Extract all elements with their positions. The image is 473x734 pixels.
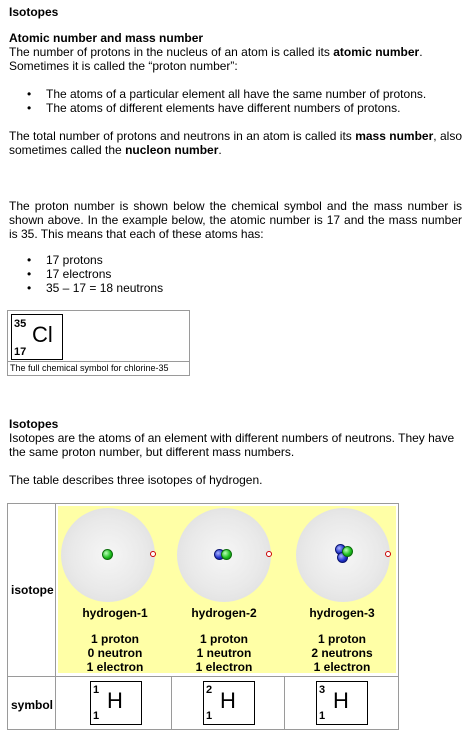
term-nucleon-number: nucleon number — [125, 143, 219, 157]
paragraph-table-intro: The table describes three isotopes of hydrogen. — [9, 473, 263, 487]
text: Sometimes it is called the “proton number”: — [9, 59, 238, 73]
proton-bullet-list — [9, 87, 464, 115]
proton-count: 1 proton — [318, 632, 366, 646]
row-divider — [8, 676, 398, 677]
row-label-isotope: isotope — [11, 583, 54, 597]
isotope-info-hydrogen-3 — [286, 606, 398, 674]
paragraph-atomic-number — [9, 45, 464, 73]
proton-icon — [221, 549, 232, 560]
chlorine-bullet-list — [9, 253, 309, 295]
neutron-count: 0 neutron — [87, 646, 143, 660]
list-item: • 17 protons — [9, 253, 309, 267]
page-heading: Isotopes — [9, 5, 59, 19]
electron-count: 1 electron — [86, 660, 144, 674]
proton-count: 1 proton — [91, 632, 139, 646]
isotope-name: hydrogen-3 — [309, 606, 375, 620]
section-title-isotopes: Isotopes — [9, 417, 59, 431]
neutron-count: 1 neutron — [196, 646, 252, 660]
proton-count: 1 proton — [200, 632, 248, 646]
column-divider — [284, 676, 285, 729]
text: The number of protons in the nucleus of an atom is called its — [9, 45, 334, 59]
symbol-hydrogen-1 — [90, 681, 142, 725]
row-label-symbol: symbol — [11, 698, 54, 712]
paragraph-isotopes: Isotopes are the atoms of an element with different numbers of neutrons. They have the same proton number, but different mass numbers. — [9, 431, 455, 459]
neutron-count: 2 neutrons — [311, 646, 373, 660]
atomic-number: 17 — [14, 346, 27, 358]
paragraph-example: The proton number is shown below the chemical symbol and the mass number is shown above. In the example below, the atomic number is 17 and the mass number is 35. This means that each of these atoms has: — [9, 199, 462, 241]
text: , also sometimes called the — [9, 129, 463, 157]
text: The total number of protons and neutrons in an atom is called its — [9, 129, 356, 143]
column-divider — [171, 676, 172, 729]
column-divider — [55, 504, 56, 729]
mass-number: 2 — [206, 684, 213, 696]
element-symbol: H — [107, 688, 123, 713]
isotope-name: hydrogen-1 — [82, 606, 148, 620]
text: . — [419, 45, 423, 59]
section-title-atomic-number: Atomic number and mass number — [9, 31, 204, 45]
mass-number: 35 — [14, 318, 27, 330]
mass-number: 1 — [93, 684, 100, 696]
atomic-number: 1 — [93, 710, 100, 722]
term-mass-number: mass number — [355, 129, 434, 143]
element-symbol: H — [333, 688, 349, 713]
proton-icon — [342, 546, 353, 557]
electron-icon — [385, 551, 391, 557]
isotope-info-hydrogen-2 — [168, 606, 280, 674]
list-item: • The atoms of a particular element all have the same number of protons. — [9, 87, 464, 101]
list-item: • 35 – 17 = 18 neutrons — [9, 281, 309, 295]
element-symbol: H — [220, 688, 236, 713]
isotope-info-hydrogen-1 — [59, 606, 171, 674]
paragraph-mass-number — [9, 129, 462, 157]
symbol-hydrogen-3 — [316, 681, 368, 725]
electron-icon — [266, 551, 272, 557]
electron-count: 1 electron — [195, 660, 253, 674]
text: . — [218, 143, 222, 157]
isotope-table — [7, 503, 399, 730]
element-symbol: Cl — [32, 322, 53, 347]
electron-count: 1 electron — [313, 660, 371, 674]
electron-icon — [150, 551, 156, 557]
atomic-number: 1 — [206, 710, 213, 722]
list-item: • The atoms of different elements have different numbers of protons. — [9, 101, 464, 115]
symbol-hydrogen-2 — [203, 681, 255, 725]
atomic-number: 1 — [319, 710, 326, 722]
term-atomic-number: atomic number — [333, 45, 420, 59]
chlorine-figure — [7, 310, 190, 376]
mass-number: 3 — [319, 684, 326, 696]
figure-caption: The full chemical symbol for chlorine-35 — [8, 361, 189, 374]
chlorine-symbol — [11, 314, 63, 360]
proton-icon — [102, 549, 113, 560]
isotope-name: hydrogen-2 — [191, 606, 257, 620]
list-item: • 17 electrons — [9, 267, 309, 281]
